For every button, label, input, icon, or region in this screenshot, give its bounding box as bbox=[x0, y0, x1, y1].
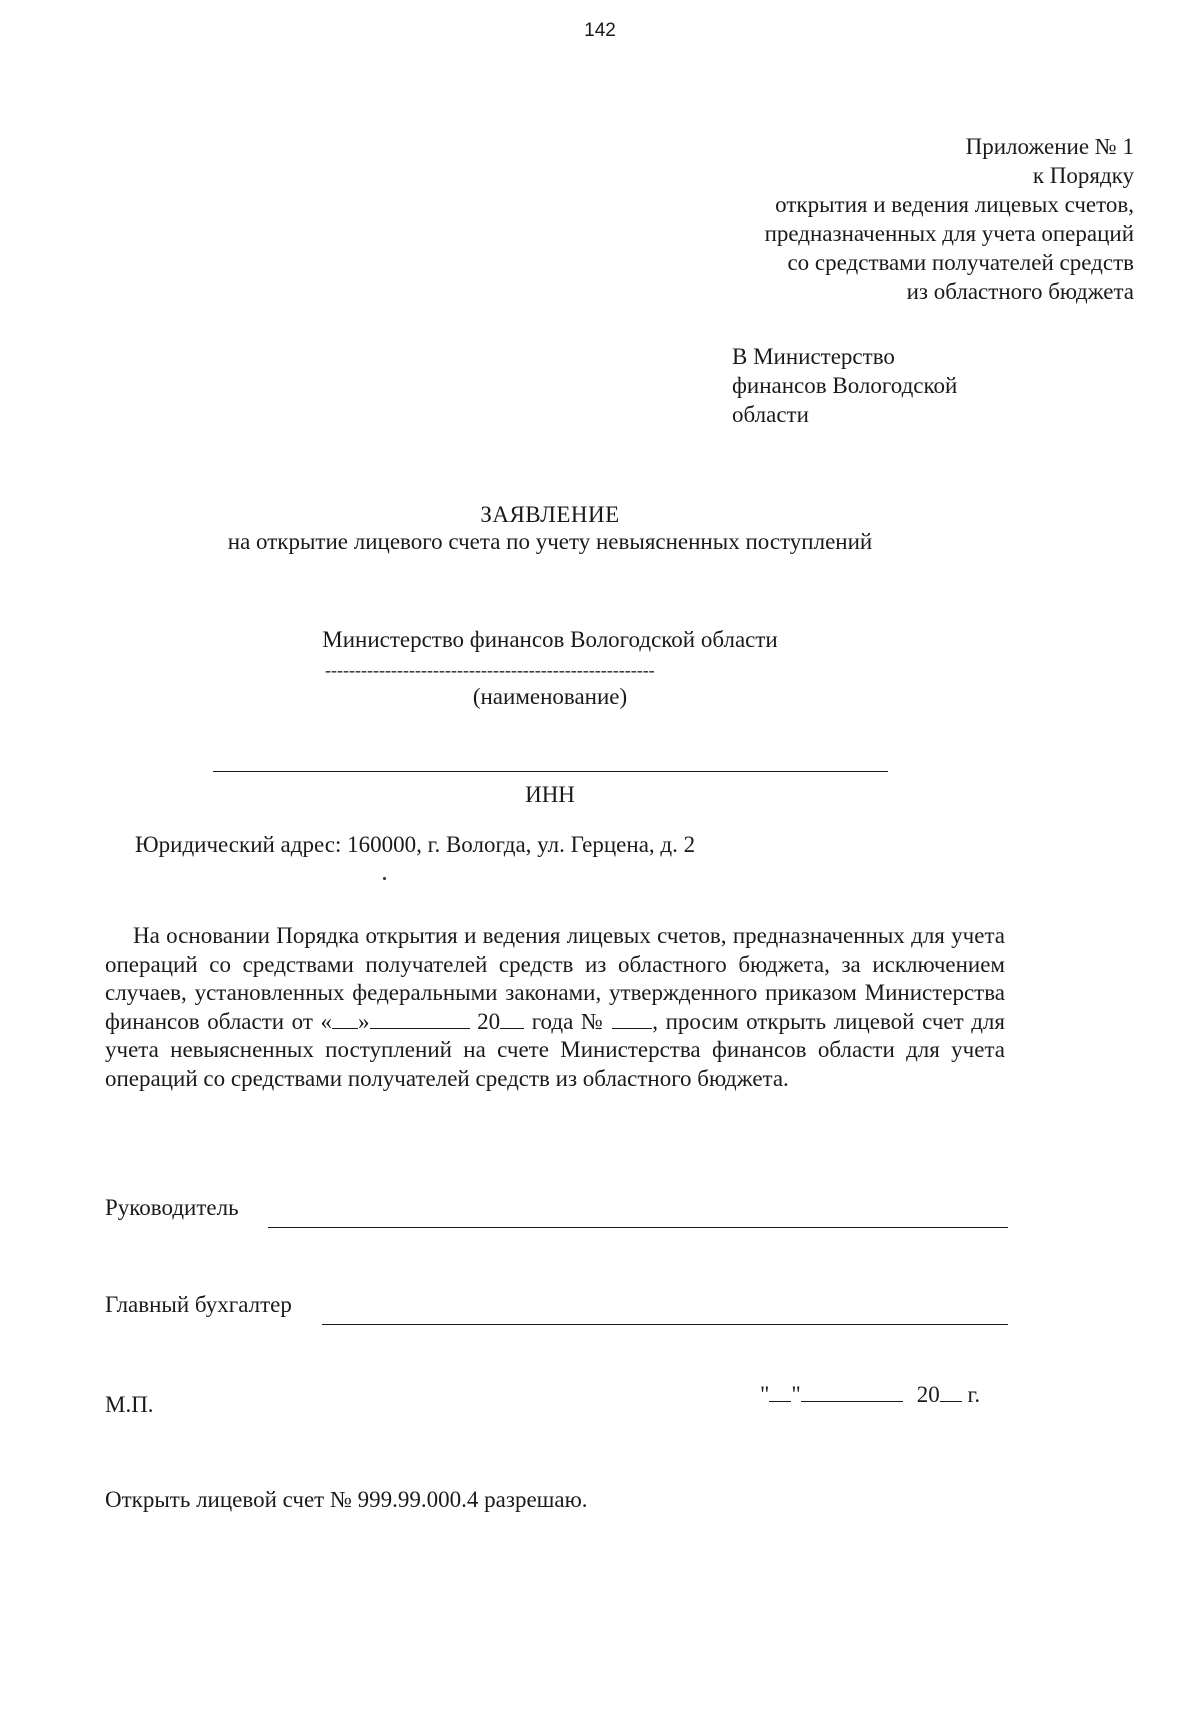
appendix-header bbox=[614, 132, 1134, 306]
date-year-prefix: 20 bbox=[916, 1382, 940, 1407]
appendix-line: из областного бюджета bbox=[906, 279, 1134, 304]
inn-label: ИНН bbox=[525, 782, 575, 807]
appendix-line: открытия и ведения лицевых счетов, bbox=[775, 192, 1134, 217]
date-quote: " bbox=[791, 1382, 801, 1407]
date-day-blank bbox=[769, 1383, 791, 1402]
appendix-line: к Порядку bbox=[1032, 163, 1134, 188]
year-blank bbox=[500, 1010, 524, 1029]
body-text-part: На основании Порядка открытия и ведения лицевых счетов, предназначенных для учета операций со средствами получателей средств из областного бюджета, за исключением случаев, установленных федеральными законами, утвержденного приказом Министерства финансов области от « bbox=[105, 923, 1005, 1034]
appendix-line: со средствами получателей средств bbox=[787, 250, 1134, 275]
organization-name: Министерство финансов Вологодской области bbox=[322, 627, 778, 652]
body-text-part: » bbox=[358, 1008, 370, 1034]
addressee bbox=[732, 342, 1052, 429]
body-text-part: 20 bbox=[469, 1008, 501, 1034]
appendix-line: предназначенных для учета операций bbox=[764, 221, 1134, 246]
body-text-part: , просим открыть лицевой счет для учета невыясненных поступлений на счете Министерства финансов области для учета операций со средствами получателей средств из областного бюджета. bbox=[105, 1008, 1005, 1091]
day-blank bbox=[332, 1010, 358, 1029]
date-year-blank bbox=[940, 1383, 962, 1402]
addressee-line: финансов Вологодской bbox=[732, 373, 958, 398]
accountant-signature-label: Главный бухгалтер bbox=[105, 1292, 292, 1317]
addressee-line: области bbox=[732, 402, 809, 427]
date-block bbox=[760, 1382, 980, 1408]
order-number-blank bbox=[612, 1010, 652, 1029]
date-quote: " bbox=[760, 1382, 770, 1407]
stamp-place-label: М.П. bbox=[105, 1392, 154, 1417]
inn-rule-line bbox=[213, 771, 888, 772]
month-blank bbox=[370, 1010, 470, 1029]
approval-statement: Открыть лицевой счет № 999.99.000.4 разрешаю. bbox=[105, 1487, 588, 1512]
date-year-suffix: г. bbox=[961, 1382, 981, 1407]
scan-speck bbox=[383, 877, 386, 880]
page-number: 142 bbox=[584, 20, 616, 41]
document-subtitle: на открытие лицевого счета по учету невыясненных поступлений bbox=[227, 529, 873, 554]
head-signature-label: Руководитель bbox=[105, 1195, 239, 1220]
body-text-part: года № bbox=[524, 1008, 613, 1034]
organization-caption: (наименование) bbox=[472, 684, 628, 709]
date-month-blank bbox=[801, 1383, 903, 1402]
accountant-signature-line bbox=[322, 1324, 1008, 1325]
appendix-line: Приложение № 1 bbox=[965, 134, 1134, 159]
body-paragraph bbox=[105, 922, 1005, 1093]
organization-dash-line: ------------------------------------------------------- bbox=[325, 660, 655, 680]
addressee-line: В Министерство bbox=[732, 344, 895, 369]
head-signature-line bbox=[268, 1227, 1008, 1228]
legal-address: Юридический адрес: 160000, г. Вологда, ул. Герцена, д. 2 bbox=[135, 832, 696, 857]
document-title: ЗАЯВЛЕНИЕ bbox=[480, 502, 620, 527]
